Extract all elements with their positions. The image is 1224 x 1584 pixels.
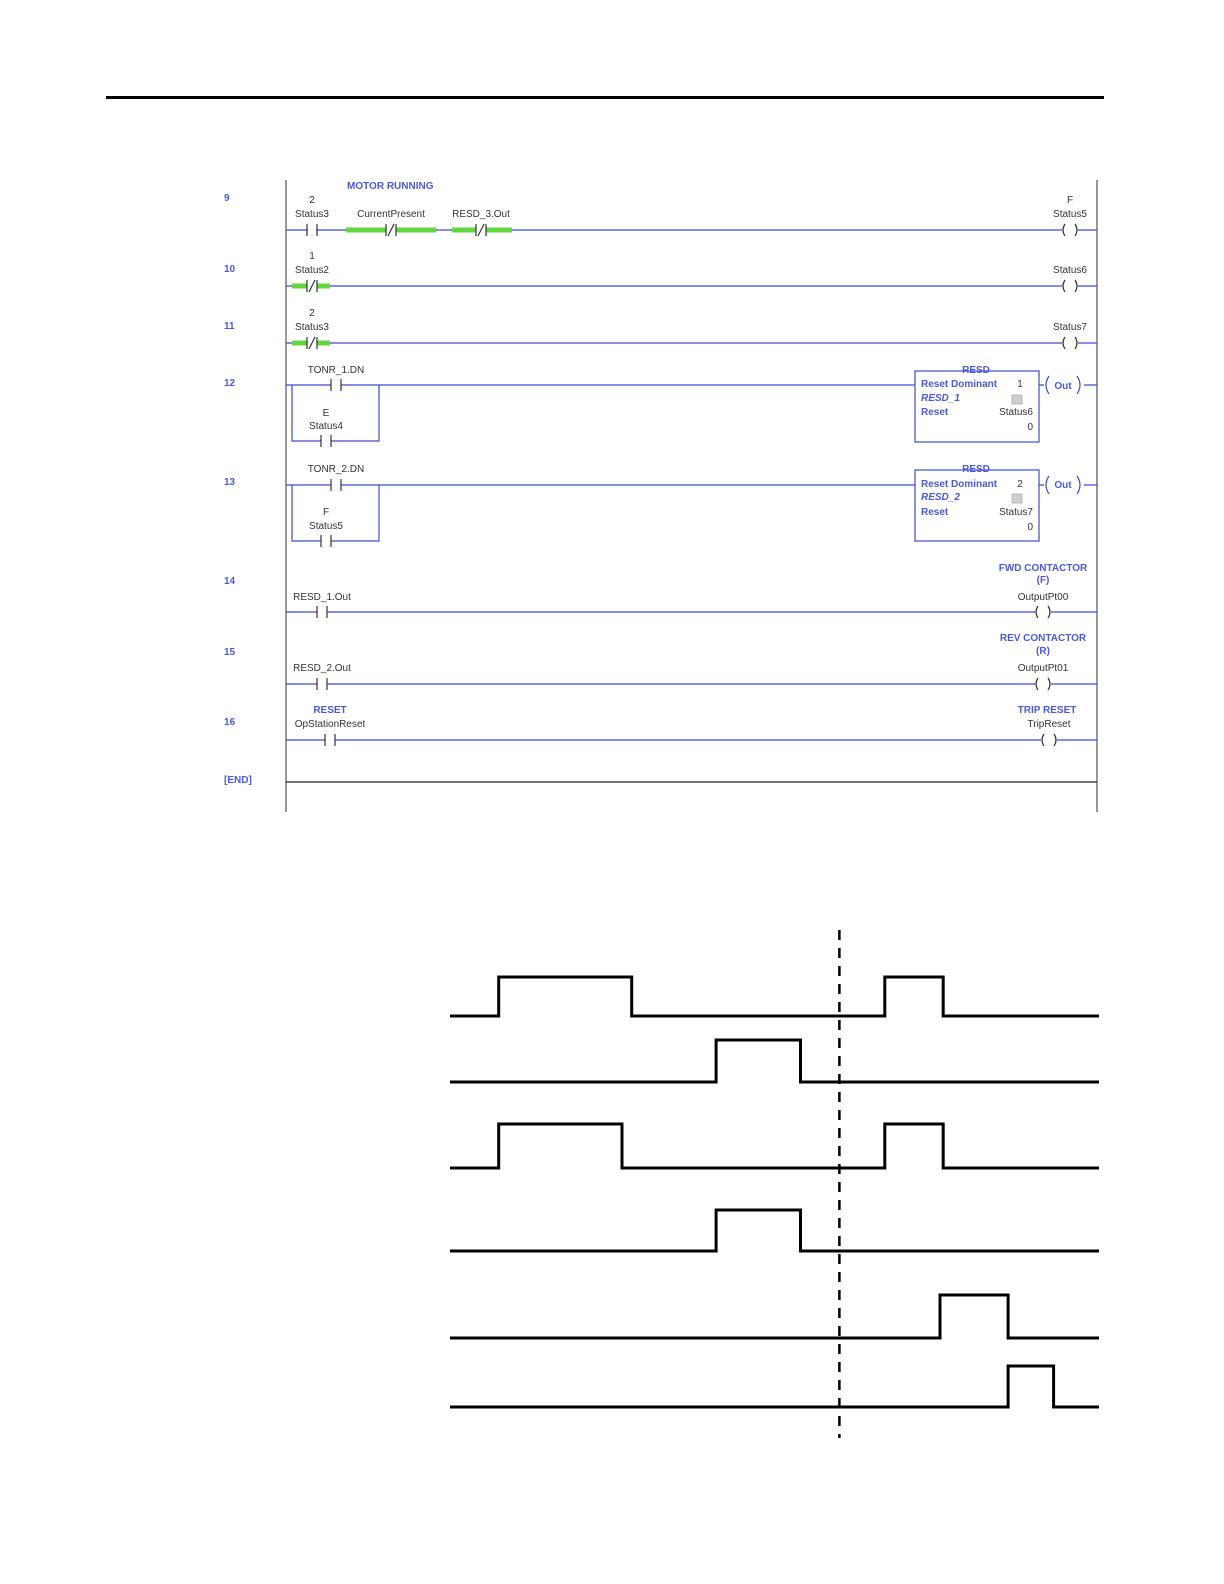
coil-tag: OutputPt00 <box>1017 592 1069 603</box>
timing-diagram <box>450 930 1099 1438</box>
rung-13[interactable] <box>224 464 1097 547</box>
contact-bit: 2 <box>309 195 315 206</box>
output-pin: Out <box>1054 381 1072 392</box>
xio-contact-icon <box>307 280 317 292</box>
rung-number: 10 <box>224 264 236 275</box>
contact-tag: Status4 <box>309 421 343 432</box>
block-tag: Status6 <box>999 407 1033 418</box>
rung-10[interactable] <box>224 251 1097 292</box>
end-rung <box>224 775 1097 786</box>
coil-tag: Status6 <box>1053 265 1087 276</box>
contact-tag: OpStationReset <box>294 719 366 730</box>
coil-bit: F <box>1066 195 1074 206</box>
timing-signal-6 <box>450 1366 1099 1407</box>
block-line: Reset Dominant <box>921 379 998 390</box>
xio-contact-icon <box>386 224 396 236</box>
block-value: 0 <box>1027 422 1033 433</box>
contact-bit: E <box>322 408 330 419</box>
coil-icon <box>1062 224 1078 236</box>
contact-tag: TONR_2.DN <box>307 464 365 475</box>
xio-contact-icon <box>307 337 317 349</box>
rung-number: 9 <box>224 193 230 204</box>
block-instance: RESD_1 <box>921 393 960 404</box>
rung-number: 12 <box>224 378 236 389</box>
coil-icon <box>1062 337 1078 349</box>
timing-signal-2 <box>450 1040 1099 1082</box>
branch-wire <box>292 385 379 441</box>
contact-tag: Status3 <box>295 209 329 220</box>
timing-signal-1 <box>450 977 1099 1016</box>
block-line: Reset <box>921 407 949 418</box>
coil-icon <box>1041 734 1057 746</box>
contact-bit: 1 <box>309 251 315 262</box>
coil-icon <box>1062 280 1078 292</box>
coil-tag: OutputPt01 <box>1017 663 1069 674</box>
ladder-diagram <box>224 180 1097 812</box>
contact-tag: TONR_1.DN <box>307 365 365 376</box>
rung-number: 16 <box>224 717 236 728</box>
timing-signal-5 <box>450 1295 1099 1338</box>
xic-contact-icon <box>317 606 327 618</box>
output-pin: Out <box>1054 480 1072 491</box>
coil-icon <box>1035 606 1051 618</box>
end-label: [END] <box>224 775 252 786</box>
contact-tag: Status3 <box>295 322 329 333</box>
contact-bit: F <box>322 507 330 518</box>
xic-contact-icon <box>325 734 335 746</box>
xic-contact-icon <box>307 224 317 236</box>
block-value: 0 <box>1027 522 1033 533</box>
coil-desc: (F) <box>1036 575 1050 586</box>
rung-number: 15 <box>224 647 236 658</box>
block-instance: RESD_2 <box>921 492 960 503</box>
rung-9[interactable] <box>224 181 1097 236</box>
xic-contact-icon <box>331 379 341 391</box>
rung-16[interactable] <box>224 705 1097 746</box>
block-line: Reset <box>921 507 949 518</box>
block-bit: 2 <box>1017 479 1023 490</box>
coil-desc: FWD CONTACTOR <box>998 563 1088 574</box>
block-bit: 1 <box>1017 379 1023 390</box>
coil-tag: Status7 <box>1053 322 1087 333</box>
block-tag: Status7 <box>999 507 1033 518</box>
contact-tag: Status2 <box>295 265 329 276</box>
block-line: Reset Dominant <box>921 479 998 490</box>
contact-tag: Status5 <box>309 521 343 532</box>
contact-tag: RESD_1.Out <box>293 592 351 603</box>
timing-signal-4 <box>450 1210 1099 1251</box>
timing-signal-3 <box>450 1124 1099 1168</box>
coil-tag: TripReset <box>1027 719 1071 730</box>
checkbox-icon <box>1012 395 1022 404</box>
coil-icon <box>1035 678 1051 690</box>
block-title: RESD <box>962 365 990 376</box>
contact-tag: CurrentPresent <box>357 209 425 220</box>
block-title: RESD <box>962 464 990 475</box>
coil-tag: Status5 <box>1053 209 1087 220</box>
rung-number: 13 <box>224 477 236 488</box>
coil-desc: (R) <box>1036 646 1050 657</box>
xio-contact-icon <box>476 224 486 236</box>
rung-12[interactable] <box>224 365 1097 447</box>
contact-bit: 2 <box>309 308 315 319</box>
coil-desc: REV CONTACTOR <box>999 633 1087 644</box>
rung-number: 14 <box>224 576 236 587</box>
rung-14[interactable] <box>224 563 1097 618</box>
rung-11[interactable] <box>224 308 1097 349</box>
xic-contact-icon <box>331 479 341 491</box>
branch-wire <box>292 485 379 541</box>
xic-contact-icon <box>321 435 331 447</box>
contact-comment: RESET <box>313 705 347 716</box>
checkbox-icon <box>1012 494 1022 503</box>
xic-contact-icon <box>317 678 327 690</box>
xic-contact-icon <box>321 535 331 547</box>
rung-15[interactable] <box>224 633 1097 690</box>
coil-desc: TRIP RESET <box>1017 705 1077 716</box>
rung-number: 11 <box>224 321 235 332</box>
contact-tag: RESD_3.Out <box>452 209 510 220</box>
rung-comment: MOTOR RUNNING <box>347 181 434 192</box>
contact-tag: RESD_2.Out <box>293 663 351 674</box>
